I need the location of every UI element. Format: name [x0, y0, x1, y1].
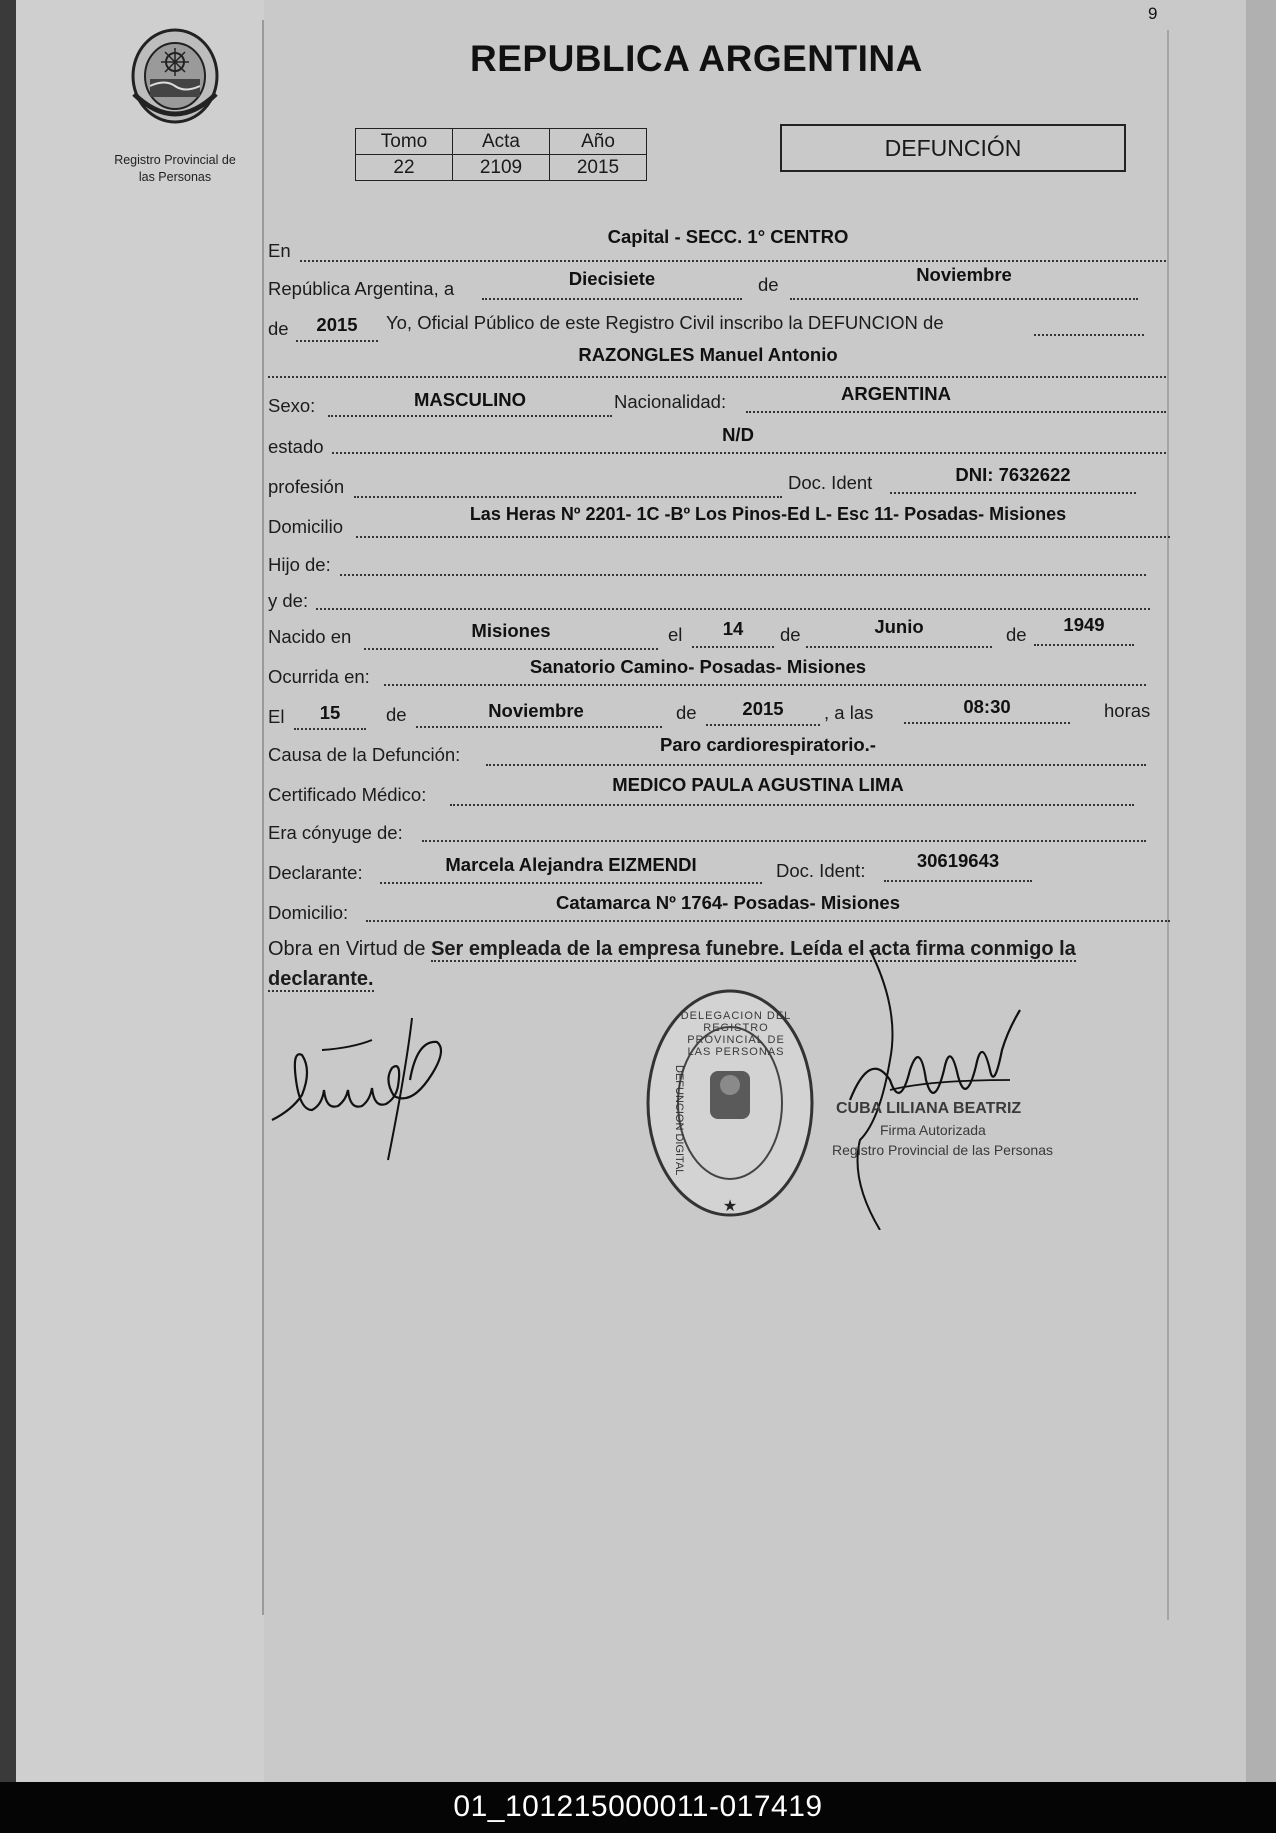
nacido-dotted-line [364, 648, 658, 650]
official-name: CUBA LILIANA BEATRIZ [836, 1100, 1022, 1117]
de3-label: de [780, 624, 801, 645]
row-fecha-defuncion [268, 696, 1168, 730]
estado-dotted-line [332, 452, 1166, 454]
left-margin-column [16, 0, 264, 1782]
hijo-dotted-line [340, 574, 1146, 576]
death-day-dotted-line [294, 728, 366, 730]
causa-value: Paro cardiorespiratorio.- [660, 734, 876, 755]
certificado-label: Certificado Médico: [268, 784, 427, 805]
doc2-dotted-line [884, 880, 1032, 882]
domicilio-value: Las Heras Nº 2201- 1C -Bº Los Pinos-Ed L- Esc 11- Posadas- Misiones [469, 504, 1067, 524]
row-sexo [268, 383, 1168, 421]
registry-label [92, 152, 258, 186]
row-nombre [268, 344, 1168, 382]
row-estado [268, 424, 1168, 462]
nacionalidad-label: Nacionalidad: [614, 391, 727, 412]
oficial-text: Yo, Oficial Público de este Registro Civil inscribo la DEFUNCION de [386, 312, 944, 333]
alas-label: , a las [824, 702, 874, 723]
row-en [268, 226, 1168, 266]
record-table-value-row [356, 155, 647, 181]
record-header-acta: Acta [453, 129, 550, 155]
declarant-signature [262, 1010, 482, 1170]
stamp-ring-text: DELEGACION DEL REGISTRO PROVINCIAL DE LAS PERSONAS [680, 1010, 792, 1058]
domicilio2-label: Domicilio: [268, 902, 349, 923]
doc-dotted-line [890, 492, 1136, 494]
death-year-dotted-line [706, 724, 820, 726]
row-nacido [268, 614, 1168, 654]
official-registry: Registro Provincial de las Personas [832, 1142, 1053, 1158]
causa-dotted-line [486, 764, 1146, 766]
row-obra-2 [268, 968, 374, 991]
row-fecha [268, 264, 1168, 304]
row-profesion [268, 464, 1168, 502]
oficial-dotted-line [1034, 334, 1144, 336]
record-type-box: DEFUNCIÓN [780, 124, 1126, 172]
ocurrida-value: Sanatorio Camino- Posadas- Misiones [529, 656, 867, 677]
doc-label: Doc. Ident [788, 472, 873, 493]
record-header-tomo: Tomo [356, 129, 453, 155]
nacionalidad-dotted-line [746, 411, 1166, 413]
record-header-ano: Año [550, 129, 647, 155]
sexo-dotted-line [328, 415, 612, 417]
record-table-header-row [356, 129, 647, 155]
day-value: Diecisiete [568, 268, 656, 289]
row-hijo [268, 552, 1168, 582]
de6-label: de [676, 702, 697, 723]
death-day: 15 [319, 702, 341, 723]
ocurrida-label: Ocurrida en: [268, 666, 370, 687]
nacionalidad-value: ARGENTINA [841, 383, 951, 404]
sexo-label: Sexo: [268, 395, 316, 416]
de-label: de [758, 274, 779, 295]
republica-label: República Argentina, a [268, 278, 455, 299]
svg-text:★: ★ [722, 1198, 738, 1215]
year-value: 2015 [316, 314, 358, 335]
estado-value: N/D [722, 424, 754, 445]
row-domicilio [268, 504, 1168, 542]
en-label: En [268, 240, 291, 261]
margin-rule [262, 20, 264, 1615]
doc-value: DNI: 7632622 [955, 464, 1071, 485]
row-domicilio-declarante [268, 892, 1168, 928]
record-value-acta: 2109 [453, 155, 550, 181]
death-month-dotted-line [416, 726, 662, 728]
death-year: 2015 [742, 698, 784, 719]
conyuge-dotted-line [422, 840, 1146, 842]
obra-value: Ser empleada de la empresa funebre. Leída el acta firma conmigo la [431, 938, 1076, 960]
de2-label: de [268, 318, 289, 339]
row-certificado [268, 774, 1168, 810]
day-dotted-line [482, 298, 742, 300]
el-label: el [668, 624, 683, 645]
de4-label: de [1006, 624, 1027, 645]
row-conyuge [268, 820, 1168, 850]
year-dotted-line [296, 340, 378, 342]
record-value-tomo: 22 [356, 155, 453, 181]
right-page-edge [1246, 0, 1276, 1782]
official-role: Firma Autorizada [880, 1122, 986, 1138]
svg-text:DEFUNCION DIGITAL: DEFUNCION DIGITAL [673, 1065, 685, 1176]
official-signature [830, 930, 1080, 1230]
death-month: Noviembre [488, 700, 584, 721]
ocurrida-dotted-line [384, 684, 1146, 686]
doc2-label: Doc. Ident: [776, 860, 866, 881]
declarante-value: Marcela Alejandra EIZMENDI [445, 854, 697, 875]
document-id-footer: 01_101215000011-017419 [0, 1782, 1276, 1833]
binding-edge [0, 0, 16, 1782]
obra-label: Obra en Virtud de [268, 938, 426, 960]
conyuge-label: Era cónyuge de: [268, 822, 403, 843]
el2-label: El [268, 706, 285, 727]
profesion-dotted-line [354, 496, 782, 498]
page-number: 9 [1148, 4, 1158, 23]
certificado-dotted-line [450, 804, 1134, 806]
death-time: 08:30 [963, 696, 1011, 717]
birth-month-dotted-line [806, 646, 992, 648]
nacido-label: Nacido en [268, 626, 352, 647]
row-causa [268, 734, 1168, 770]
death-time-dotted-line [904, 722, 1070, 724]
name-dotted-line [268, 376, 1166, 378]
record-table [355, 128, 647, 181]
birth-day: 14 [722, 618, 744, 639]
registry-label-line-2: las Personas [138, 170, 212, 184]
row-yde [268, 588, 1168, 618]
deceased-name: RAZONGLES Manuel Antonio [578, 344, 838, 365]
hijo-label: Hijo de: [268, 554, 331, 575]
sexo-value: MASCULINO [413, 389, 527, 410]
estado-label: estado [268, 436, 324, 457]
page-title: REPUBLICA ARGENTINA [470, 38, 923, 79]
month-dotted-line [790, 298, 1138, 300]
record-value-ano: 2015 [550, 155, 647, 181]
yde-label: y de: [268, 590, 309, 611]
nacido-value: Misiones [471, 620, 551, 641]
yde-dotted-line [316, 608, 1150, 610]
birth-year: 1949 [1063, 614, 1105, 635]
domicilio2-value: Catamarca Nº 1764- Posadas- Misiones [555, 892, 901, 913]
province-seal-icon [120, 24, 230, 134]
de5-label: de [386, 704, 407, 725]
profesion-label: profesión [268, 476, 345, 497]
en-value: Capital - SECC. 1° CENTRO [607, 226, 849, 247]
birth-year-dotted-line [1034, 644, 1134, 646]
certificado-value: MEDICO PAULA AGUSTINA LIMA [612, 774, 904, 795]
registry-label-line-1: Registro Provincial de [114, 153, 236, 167]
domicilio-dotted-line [356, 536, 1170, 538]
domicilio2-dotted-line [366, 920, 1170, 922]
month-value: Noviembre [916, 264, 1012, 285]
row-ocurrida [268, 656, 1168, 692]
row-declarante [268, 850, 1168, 888]
row-oficial [268, 312, 1168, 342]
horas-label: horas [1104, 700, 1151, 721]
obra-value-2: declarante. [268, 968, 374, 990]
causa-label: Causa de la Defunción: [268, 744, 461, 765]
domicilio-label: Domicilio [268, 516, 344, 537]
doc2-value: 30619643 [916, 850, 1000, 871]
declarante-dotted-line [380, 882, 762, 884]
birth-month: Junio [874, 616, 924, 637]
birth-day-dotted-line [692, 646, 774, 648]
declarante-label: Declarante: [268, 862, 363, 883]
en-dotted-line [300, 260, 1166, 262]
